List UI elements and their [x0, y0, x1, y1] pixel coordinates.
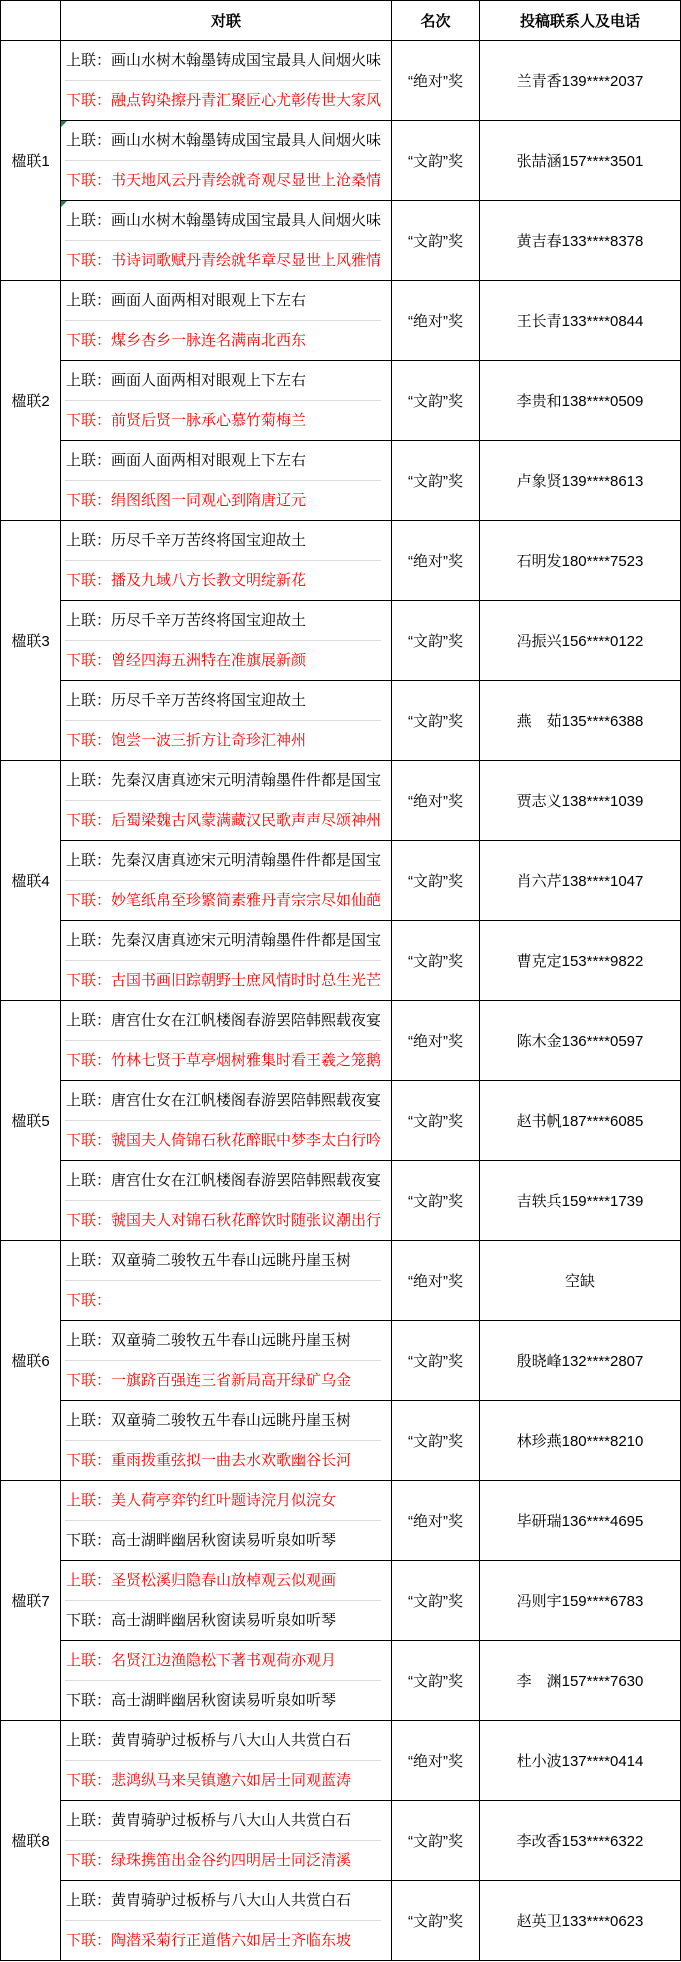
upper-line: 上联：黄胄骑驴过板桥与八大山人共赏白石 — [61, 1721, 391, 1761]
couplet-cell — [61, 681, 392, 761]
lower-line: 下联：陶潜采菊行正道偕六如居士齐临东坡 — [66, 1932, 352, 1949]
upper-line: 上联：双童骑二骏牧五牛春山远眺丹崖玉树 — [61, 1321, 391, 1361]
table-row — [1, 1241, 681, 1321]
group-label-cell: 楹联2 — [1, 281, 61, 521]
rank-cell: “文韵”奖 — [392, 1161, 480, 1241]
rank-cell: “文韵”奖 — [392, 361, 480, 441]
lower-line: 下联：书天地风云丹青绘就奇观尽显世上沧桑情 — [66, 172, 382, 189]
group-label-cell: 楹联4 — [1, 761, 61, 1001]
table-row — [1, 601, 681, 681]
contact-cell: 兰青香139****2037 — [480, 41, 681, 121]
table-row — [1, 521, 681, 601]
header-contact: 投稿联系人及电话 — [480, 1, 681, 41]
header-couplet: 对联 — [61, 1, 392, 41]
group-label-cell: 楹联1 — [1, 41, 61, 281]
contact-cell: 王长青133****0844 — [480, 281, 681, 361]
couplet-cell — [61, 841, 392, 921]
rank-cell: “绝对”奖 — [392, 281, 480, 361]
rank-cell: “文韵”奖 — [392, 1081, 480, 1161]
contact-cell: 冯振兴156****0122 — [480, 601, 681, 681]
rank-cell: “绝对”奖 — [392, 1481, 480, 1561]
couplet-cell — [61, 921, 392, 1001]
upper-line: 上联：双童骑二骏牧五牛春山远眺丹崖玉树 — [61, 1401, 391, 1441]
table-row — [1, 1481, 681, 1561]
rank-cell: “文韵”奖 — [392, 1641, 480, 1721]
table-row — [1, 1081, 681, 1161]
upper-line: 上联：先秦汉唐真迹宋元明清翰墨件件都是国宝 — [61, 921, 391, 961]
contact-cell: 李 渊157****7630 — [480, 1641, 681, 1721]
lower-line: 下联：播及九域八方长教文明绽新花 — [66, 572, 307, 589]
lower-line: 下联：绿珠携笛出金谷约四明居士同泛清溪 — [66, 1852, 352, 1869]
upper-line: 上联：画面人面两相对眼观上下左右 — [61, 281, 391, 321]
rank-cell: “文韵”奖 — [392, 201, 480, 281]
table-row — [1, 201, 681, 281]
table-row — [1, 921, 681, 1001]
lower-line: 下联：竹林七贤于草亭烟树雅集时看王羲之笼鹅 — [66, 1052, 382, 1069]
lower-line: 下联：融点钩染擦丹青汇聚匠心尤彰传世大家风 — [66, 92, 382, 109]
table-row — [1, 281, 681, 361]
upper-line: 上联：唐宫仕女在江帆楼阁春游罢陪韩熙载夜宴 — [61, 1081, 391, 1121]
couplet-cell — [61, 1241, 392, 1321]
couplet-cell — [61, 361, 392, 441]
rank-cell: “文韵”奖 — [392, 1561, 480, 1641]
upper-line: 上联：唐宫仕女在江帆楼阁春游罢陪韩熙载夜宴 — [61, 1161, 391, 1201]
lower-line: 下联：书诗词歌赋丹青绘就华章尽显世上风雅情 — [66, 252, 382, 269]
contact-cell: 杜小波137****0414 — [480, 1721, 681, 1801]
couplet-cell — [61, 441, 392, 521]
contact-cell: 曹克定153****9822 — [480, 921, 681, 1001]
lower-line: 下联：前贤后贤一脉承心慕竹菊梅兰 — [66, 412, 307, 429]
contact-cell: 赵英卫133****0623 — [480, 1881, 681, 1961]
header-row — [1, 1, 681, 41]
contact-cell: 林珍燕180****8210 — [480, 1401, 681, 1481]
rank-cell: “文韵”奖 — [392, 681, 480, 761]
contact-cell: 燕 茹135****6388 — [480, 681, 681, 761]
upper-line: 上联：画山水树木翰墨铸成国宝最具人间烟火味 — [61, 121, 391, 161]
table-row — [1, 841, 681, 921]
table-row — [1, 1881, 681, 1961]
contact-cell: 石明发180****7523 — [480, 521, 681, 601]
table-row — [1, 1561, 681, 1641]
couplet-cell — [61, 1481, 392, 1561]
lower-line: 下联：后蜀梁魏古风蒙满藏汉民歌声声尽颂神州 — [66, 812, 382, 829]
table-row — [1, 681, 681, 761]
lower-line: 下联：绢图纸图一同观心到隋唐辽元 — [66, 492, 307, 509]
contact-cell: 卢象贤139****8613 — [480, 441, 681, 521]
rank-cell: “文韵”奖 — [392, 921, 480, 1001]
lower-line: 下联：曾经四海五洲特在准旗展新颜 — [66, 652, 307, 669]
rank-cell: “绝对”奖 — [392, 41, 480, 121]
contact-cell: 李贵和138****0509 — [480, 361, 681, 441]
results-table-body — [1, 41, 681, 1961]
couplet-cell — [61, 121, 392, 201]
upper-line: 上联：先秦汉唐真迹宋元明清翰墨件件都是国宝 — [61, 841, 391, 881]
group-label-cell: 楹联7 — [1, 1481, 61, 1721]
upper-line: 上联：历尽千辛万苦终将国宝迎故土 — [61, 681, 391, 721]
lower-line: 下联：饱尝一波三折方让奇珍汇神州 — [66, 732, 307, 749]
lower-line: 下联：一旗跻百强连三省新局高开绿矿乌金 — [66, 1372, 352, 1389]
upper-line: 上联：双童骑二骏牧五牛春山远眺丹崖玉树 — [61, 1241, 391, 1281]
contact-cell: 冯则宇159****6783 — [480, 1561, 681, 1641]
table-row — [1, 1321, 681, 1401]
upper-line: 上联：历尽千辛万苦终将国宝迎故土 — [61, 521, 391, 561]
upper-line: 上联：黄胄骑驴过板桥与八大山人共赏白石 — [61, 1881, 391, 1921]
header-group — [1, 1, 61, 41]
upper-line: 上联：画面人面两相对眼观上下左右 — [61, 441, 391, 481]
header-rank: 名次 — [392, 1, 480, 41]
upper-line: 上联：名贤江边渔隐松下著书观荷亦观月 — [61, 1641, 391, 1681]
couplet-cell — [61, 1801, 392, 1881]
contact-cell: 贾志义138****1039 — [480, 761, 681, 841]
table-row — [1, 121, 681, 201]
rank-cell: “绝对”奖 — [392, 1001, 480, 1081]
couplet-cell — [61, 761, 392, 841]
upper-line: 上联：圣贤松溪归隐春山放棹观云似观画 — [61, 1561, 391, 1601]
lower-line: 下联：古国书画旧踪朝野士庶风情时时总生光芒 — [66, 972, 382, 989]
rank-cell: “文韵”奖 — [392, 441, 480, 521]
contact-cell: 吉轶兵159****1739 — [480, 1161, 681, 1241]
contact-cell: 毕研瑞136****4695 — [480, 1481, 681, 1561]
upper-line: 上联：画山水树木翰墨铸成国宝最具人间烟火味 — [61, 201, 391, 241]
lower-line: 下联：虢国夫人倚锦石秋花醉眠中梦李太白行吟 — [66, 1132, 382, 1149]
rank-cell: “绝对”奖 — [392, 1241, 480, 1321]
upper-line: 上联：历尽千辛万苦终将国宝迎故土 — [61, 601, 391, 641]
lower-line: 下联：重雨拨重弦拟一曲去水欢歌幽谷长河 — [66, 1452, 352, 1469]
upper-line: 上联：黄胄骑驴过板桥与八大山人共赏白石 — [61, 1801, 391, 1841]
couplet-cell — [61, 1081, 392, 1161]
contact-cell: 赵书帆187****6085 — [480, 1081, 681, 1161]
contact-cell: 空缺 — [480, 1241, 681, 1321]
lower-line: 下联：虢国夫人对锦石秋花醉饮时随张议潮出行 — [66, 1212, 382, 1229]
group-label-cell: 楹联6 — [1, 1241, 61, 1481]
rank-cell: “文韵”奖 — [392, 1881, 480, 1961]
couplet-cell — [61, 1721, 392, 1801]
couplet-cell — [61, 201, 392, 281]
contact-cell: 陈木金136****0597 — [480, 1001, 681, 1081]
table-row — [1, 1801, 681, 1881]
contact-cell: 肖六芹138****1047 — [480, 841, 681, 921]
couplet-cell — [61, 1161, 392, 1241]
contact-cell: 张喆涵157****3501 — [480, 121, 681, 201]
lower-line: 下联：高士湖畔幽居秋窗读易听泉如听琴 — [66, 1692, 337, 1709]
table-row — [1, 361, 681, 441]
rank-cell: “绝对”奖 — [392, 761, 480, 841]
contact-cell: 殷晓峰132****2807 — [480, 1321, 681, 1401]
rank-cell: “文韵”奖 — [392, 1801, 480, 1881]
upper-line: 上联：先秦汉唐真迹宋元明清翰墨件件都是国宝 — [61, 761, 391, 801]
couplet-cell — [61, 1401, 392, 1481]
table-row — [1, 1161, 681, 1241]
couplet-cell — [61, 601, 392, 681]
couplet-cell — [61, 1561, 392, 1641]
lower-line: 下联： — [66, 1292, 112, 1309]
rank-cell: “绝对”奖 — [392, 1721, 480, 1801]
couplet-cell — [61, 521, 392, 601]
rank-cell: “文韵”奖 — [392, 1321, 480, 1401]
rank-cell: “文韵”奖 — [392, 601, 480, 681]
group-label-cell: 楹联3 — [1, 521, 61, 761]
lower-line: 下联：煤乡杏乡一脉连名满南北西东 — [66, 332, 307, 349]
contact-cell: 李改香153****6322 — [480, 1801, 681, 1881]
table-header — [1, 1, 681, 41]
upper-line: 上联：画面人面两相对眼观上下左右 — [61, 361, 391, 401]
rank-cell: “文韵”奖 — [392, 841, 480, 921]
lower-line: 下联：高士湖畔幽居秋窗读易听泉如听琴 — [66, 1612, 337, 1629]
group-label-cell: 楹联5 — [1, 1001, 61, 1241]
table-row — [1, 1641, 681, 1721]
rank-cell: “文韵”奖 — [392, 1401, 480, 1481]
couplet-cell — [61, 41, 392, 121]
upper-line: 上联：唐宫仕女在江帆楼阁春游罢陪韩熙载夜宴 — [61, 1001, 391, 1041]
upper-line: 上联：画山水树木翰墨铸成国宝最具人间烟火味 — [61, 41, 391, 81]
lower-line: 下联：高士湖畔幽居秋窗读易听泉如听琴 — [66, 1532, 337, 1549]
lower-line: 下联：悲鸿纵马来吴镇邀六如居士同观蓝涛 — [66, 1772, 352, 1789]
table-row — [1, 41, 681, 121]
rank-cell: “绝对”奖 — [392, 521, 480, 601]
upper-line: 上联：美人荷亭弈钓红叶题诗浣月似浣女 — [61, 1481, 391, 1521]
lower-line: 下联：妙笔纸帛至珍繁简素雅丹青宗宗尽如仙葩 — [66, 892, 382, 909]
group-label-cell: 楹联8 — [1, 1721, 61, 1961]
contact-cell: 黄吉春133****8378 — [480, 201, 681, 281]
couplet-cell — [61, 1001, 392, 1081]
couplet-cell — [61, 1321, 392, 1401]
couplet-cell — [61, 1881, 392, 1961]
table-row — [1, 1401, 681, 1481]
table-row — [1, 761, 681, 841]
couplet-cell — [61, 1641, 392, 1721]
table-row — [1, 1001, 681, 1081]
couplet-cell — [61, 281, 392, 361]
table-row — [1, 441, 681, 521]
rank-cell: “文韵”奖 — [392, 121, 480, 201]
table-row — [1, 1721, 681, 1801]
